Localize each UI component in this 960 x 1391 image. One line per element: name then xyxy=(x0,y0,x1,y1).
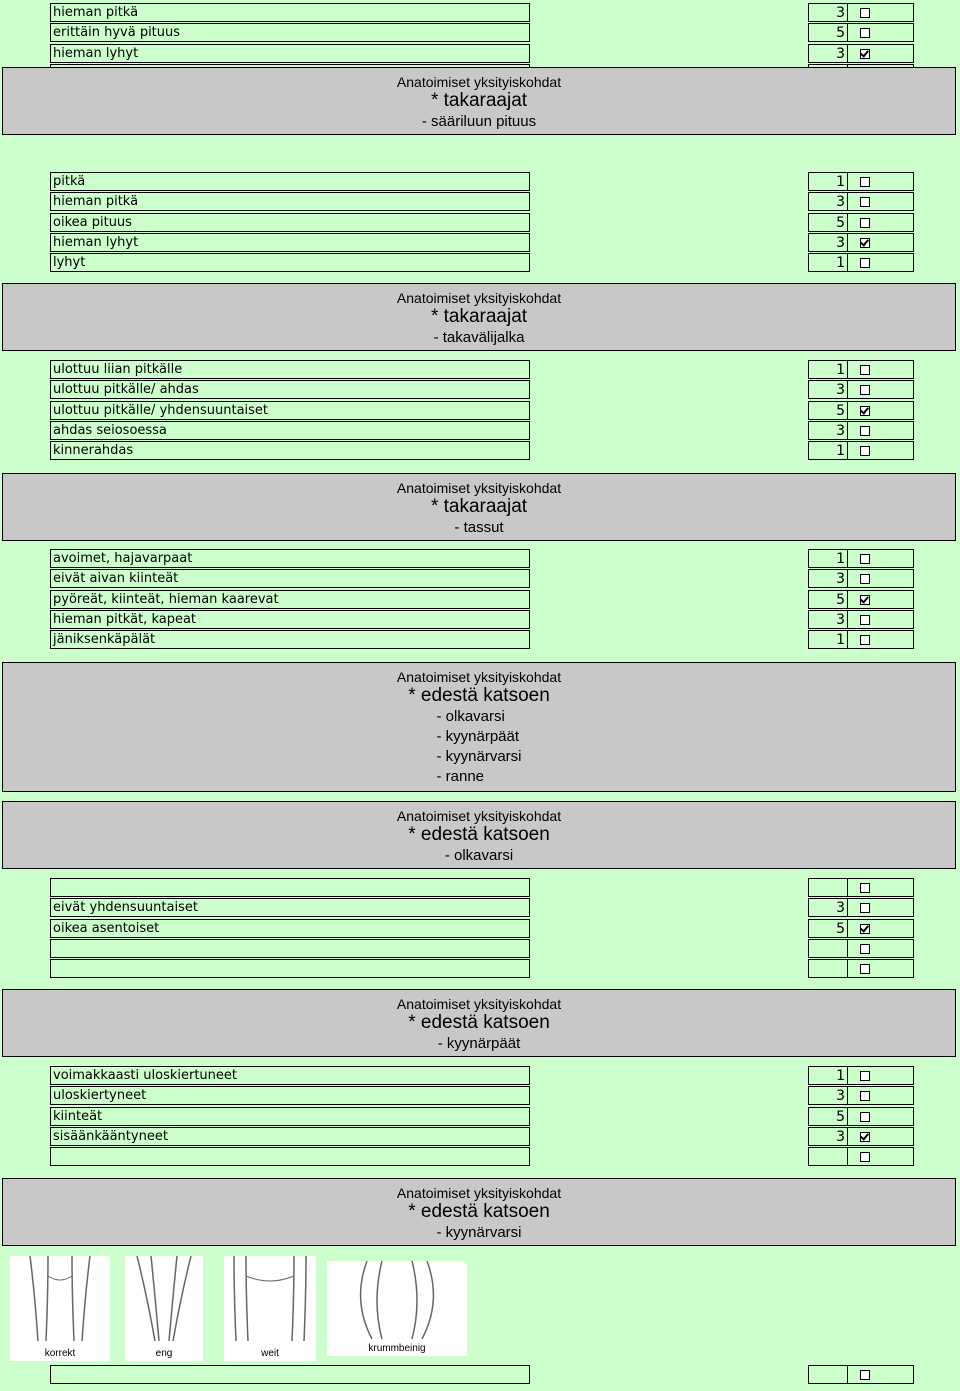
option-score: 1 xyxy=(808,549,848,568)
option-row xyxy=(0,1066,960,1086)
option-label: uloskiertyneet xyxy=(50,1086,530,1105)
option-checkbox[interactable] xyxy=(860,385,870,395)
legs-crooked-illustration xyxy=(327,1261,467,1341)
option-row xyxy=(0,401,960,421)
option-score: 3 xyxy=(808,421,848,440)
option-label: oikea pituus xyxy=(50,213,530,232)
option-row xyxy=(0,959,960,979)
section-title: * takaraajat xyxy=(430,306,528,327)
photo-caption: krummbeinig xyxy=(368,1343,426,1354)
option-label: erittäin hyvä pituus xyxy=(50,23,530,42)
option-label xyxy=(50,959,530,978)
option-row xyxy=(0,380,960,400)
option-label: voimakkaasti uloskiertuneet xyxy=(50,1066,530,1085)
option-label: ulottuu liian pitkälle xyxy=(50,360,530,379)
option-score: 5 xyxy=(808,590,848,609)
section-caption: Anatoimiset yksityiskohdat xyxy=(396,669,562,685)
option-checkbox[interactable] xyxy=(860,177,870,187)
option-checkbox-cell xyxy=(848,213,914,232)
option-score: 1 xyxy=(808,630,848,649)
option-checkbox-cell xyxy=(848,441,914,460)
option-score: 3 xyxy=(808,569,848,588)
option-checkbox-cell xyxy=(848,1365,914,1384)
option-checkbox[interactable] xyxy=(860,218,870,228)
option-score xyxy=(808,1365,848,1384)
option-checkbox-cell xyxy=(848,360,914,379)
option-checkbox[interactable] xyxy=(860,1132,870,1142)
option-checkbox[interactable] xyxy=(860,944,870,954)
section-title: * edestä katsoen xyxy=(408,1201,550,1222)
section-subitems xyxy=(3,1223,955,1243)
option-score: 5 xyxy=(808,919,848,938)
option-label: eivät aivan kiinteät xyxy=(50,569,530,588)
options-table xyxy=(0,172,960,273)
option-score: 3 xyxy=(808,44,848,63)
section-header xyxy=(2,989,956,1057)
section-title: * edestä katsoen xyxy=(408,1012,550,1033)
section-subitem: - kyynärpäät xyxy=(436,728,520,745)
option-checkbox-cell xyxy=(848,44,914,63)
option-label xyxy=(50,878,530,897)
option-checkbox-cell xyxy=(848,959,914,978)
option-label: hieman lyhyt xyxy=(50,233,530,252)
option-label: eivät yhdensuuntaiset xyxy=(50,898,530,917)
option-row xyxy=(0,192,960,212)
option-row xyxy=(0,23,960,43)
option-row xyxy=(0,610,960,630)
option-checkbox-cell xyxy=(848,549,914,568)
option-row xyxy=(0,1086,960,1106)
section-subitems xyxy=(3,328,955,348)
option-score: 3 xyxy=(808,192,848,211)
option-score: 3 xyxy=(808,1086,848,1105)
section-caption: Anatoimiset yksityiskohdat xyxy=(396,1185,562,1201)
option-checkbox-cell xyxy=(848,1066,914,1085)
option-score: 5 xyxy=(808,1107,848,1126)
section-title: * takaraajat xyxy=(430,496,528,517)
option-checkbox-cell xyxy=(848,569,914,588)
option-score xyxy=(808,939,848,958)
option-checkbox-cell xyxy=(848,401,914,420)
option-label: oikea asentoiset xyxy=(50,919,530,938)
section-subitems xyxy=(3,846,955,866)
option-row xyxy=(0,919,960,939)
section-caption: Anatoimiset yksityiskohdat xyxy=(396,996,562,1012)
leg-illustrations xyxy=(0,1253,480,1363)
section-header xyxy=(2,801,956,869)
photo-caption: weit xyxy=(261,1348,279,1359)
option-label: pitkä xyxy=(50,172,530,191)
option-checkbox-cell xyxy=(848,878,914,897)
option-row xyxy=(0,878,960,898)
section-subitem: - kyynärvarsi xyxy=(436,1224,522,1241)
option-row xyxy=(0,441,960,461)
option-checkbox-cell xyxy=(848,919,914,938)
option-row xyxy=(0,44,960,64)
section-subitem: - sääriluun pituus xyxy=(421,113,537,130)
option-score: 5 xyxy=(808,213,848,232)
option-score: 3 xyxy=(808,3,848,22)
option-checkbox-cell xyxy=(848,23,914,42)
option-checkbox-cell xyxy=(848,1107,914,1126)
option-checkbox[interactable] xyxy=(860,28,870,38)
section-title: * edestä katsoen xyxy=(408,685,550,706)
option-score: 1 xyxy=(808,253,848,272)
section-subitem: - olkavarsi xyxy=(436,708,505,725)
option-checkbox[interactable] xyxy=(860,238,870,248)
section-header xyxy=(2,1178,956,1246)
option-checkbox[interactable] xyxy=(860,49,870,59)
option-checkbox-cell xyxy=(848,233,914,252)
option-checkbox-cell xyxy=(848,590,914,609)
option-checkbox[interactable] xyxy=(860,883,870,893)
final-options-table xyxy=(0,1365,960,1385)
option-checkbox[interactable] xyxy=(860,595,870,605)
option-checkbox[interactable] xyxy=(860,964,870,974)
option-checkbox-cell xyxy=(848,380,914,399)
option-row xyxy=(0,253,960,273)
section-caption: Anatoimiset yksityiskohdat xyxy=(396,74,562,90)
section-caption: Anatoimiset yksityiskohdat xyxy=(396,808,562,824)
option-label: jäniksenkäpälät xyxy=(50,630,530,649)
option-row xyxy=(0,1107,960,1127)
option-score: 1 xyxy=(808,360,848,379)
option-score: 1 xyxy=(808,172,848,191)
option-score: 3 xyxy=(808,610,848,629)
section-subitems xyxy=(3,112,955,132)
option-label: hieman pitkä xyxy=(50,192,530,211)
option-checkbox[interactable] xyxy=(860,258,870,268)
option-row xyxy=(0,939,960,959)
legs-narrow-illustration xyxy=(125,1256,203,1346)
section-header xyxy=(2,283,956,351)
option-checkbox-cell xyxy=(848,3,914,22)
option-label: ulottuu pitkälle/ yhdensuuntaiset xyxy=(50,401,530,420)
option-score: 1 xyxy=(808,441,848,460)
option-checkbox[interactable] xyxy=(860,365,870,375)
option-checkbox[interactable] xyxy=(860,8,870,18)
option-row xyxy=(0,898,960,918)
section-subitems xyxy=(3,1034,955,1054)
option-score xyxy=(808,878,848,897)
option-label: sisäänkääntyneet xyxy=(50,1127,530,1146)
option-checkbox[interactable] xyxy=(860,1091,870,1101)
option-score: 3 xyxy=(808,233,848,252)
option-checkbox[interactable] xyxy=(860,426,870,436)
section-header xyxy=(2,67,956,135)
option-row xyxy=(0,213,960,233)
option-score: 5 xyxy=(808,401,848,420)
option-label xyxy=(50,1147,530,1166)
option-checkbox-cell xyxy=(848,939,914,958)
option-label: hieman pitkät, kapeat xyxy=(50,610,530,629)
photo-krummbeinig xyxy=(327,1261,467,1356)
legs-wide-illustration xyxy=(224,1256,316,1346)
option-checkbox[interactable] xyxy=(860,903,870,913)
photo-caption: eng xyxy=(155,1348,173,1359)
section-subitem: - kyynärpäät xyxy=(437,1035,521,1052)
option-score: 3 xyxy=(808,380,848,399)
option-score xyxy=(808,1147,848,1166)
option-score: 5 xyxy=(808,23,848,42)
option-checkbox-cell xyxy=(848,253,914,272)
option-checkbox[interactable] xyxy=(860,924,870,934)
option-checkbox[interactable] xyxy=(860,635,870,645)
photo-korrekt xyxy=(10,1256,110,1361)
option-checkbox-cell xyxy=(848,630,914,649)
option-checkbox-cell xyxy=(848,172,914,191)
option-label xyxy=(50,1365,530,1384)
option-label: pyöreät, kiinteät, hieman kaarevat xyxy=(50,590,530,609)
option-label: ulottuu pitkälle/ ahdas xyxy=(50,380,530,399)
option-score xyxy=(808,959,848,978)
option-row xyxy=(0,569,960,589)
option-checkbox[interactable] xyxy=(860,615,870,625)
option-row xyxy=(0,1127,960,1147)
photo-caption: korrekt xyxy=(44,1348,76,1359)
option-checkbox-cell xyxy=(848,192,914,211)
options-table xyxy=(0,878,960,979)
option-label: kiinteät xyxy=(50,1107,530,1126)
option-checkbox-cell xyxy=(848,610,914,629)
option-checkbox[interactable] xyxy=(860,197,870,207)
section-subitem: - olkavarsi xyxy=(444,847,514,864)
option-checkbox[interactable] xyxy=(860,1112,870,1122)
section-caption: Anatoimiset yksityiskohdat xyxy=(396,480,562,496)
option-row xyxy=(0,1365,960,1385)
options-table xyxy=(0,549,960,650)
option-checkbox[interactable] xyxy=(860,1152,870,1162)
option-checkbox[interactable] xyxy=(860,554,870,564)
option-checkbox-cell xyxy=(848,1127,914,1146)
option-row xyxy=(0,421,960,441)
option-row xyxy=(0,233,960,253)
option-row xyxy=(0,549,960,569)
option-row xyxy=(0,3,960,23)
section-subitems xyxy=(3,518,955,538)
photo-weit xyxy=(224,1256,316,1361)
option-label: hieman lyhyt xyxy=(50,44,530,63)
legs-straight-illustration xyxy=(10,1256,110,1346)
option-row xyxy=(0,360,960,380)
option-checkbox[interactable] xyxy=(860,574,870,584)
option-checkbox[interactable] xyxy=(860,1071,870,1081)
option-score: 3 xyxy=(808,898,848,917)
option-checkbox[interactable] xyxy=(860,1370,870,1380)
section-subitem: - ranne xyxy=(436,768,485,785)
option-row xyxy=(0,1147,960,1167)
section-header xyxy=(2,473,956,541)
option-checkbox-cell xyxy=(848,421,914,440)
option-checkbox[interactable] xyxy=(860,406,870,416)
option-row xyxy=(0,630,960,650)
section-caption: Anatoimiset yksityiskohdat xyxy=(396,290,562,306)
option-checkbox-cell xyxy=(848,1147,914,1166)
options-table xyxy=(0,360,960,461)
section-subitem: - kyynärvarsi xyxy=(436,748,522,765)
photo-eng xyxy=(125,1256,203,1361)
section-subitem: - takavälijalka xyxy=(433,329,525,346)
option-score: 1 xyxy=(808,1066,848,1085)
option-label: lyhyt xyxy=(50,253,530,272)
option-label: avoimet, hajavarpaat xyxy=(50,549,530,568)
section-title: * takaraajat xyxy=(430,90,528,111)
section-header xyxy=(2,662,956,792)
section-subitems xyxy=(436,707,521,787)
option-label: ahdas seiosoessa xyxy=(50,421,530,440)
section-subitem: - tassut xyxy=(454,519,504,536)
option-label: hieman pitkä xyxy=(50,3,530,22)
option-checkbox-cell xyxy=(848,1086,914,1105)
option-label xyxy=(50,939,530,958)
option-row xyxy=(0,172,960,192)
option-row xyxy=(0,590,960,610)
option-label: kinnerahdas xyxy=(50,441,530,460)
option-score: 3 xyxy=(808,1127,848,1146)
options-table xyxy=(0,1066,960,1167)
section-title: * edestä katsoen xyxy=(408,824,550,845)
option-checkbox[interactable] xyxy=(860,446,870,456)
option-checkbox-cell xyxy=(848,898,914,917)
